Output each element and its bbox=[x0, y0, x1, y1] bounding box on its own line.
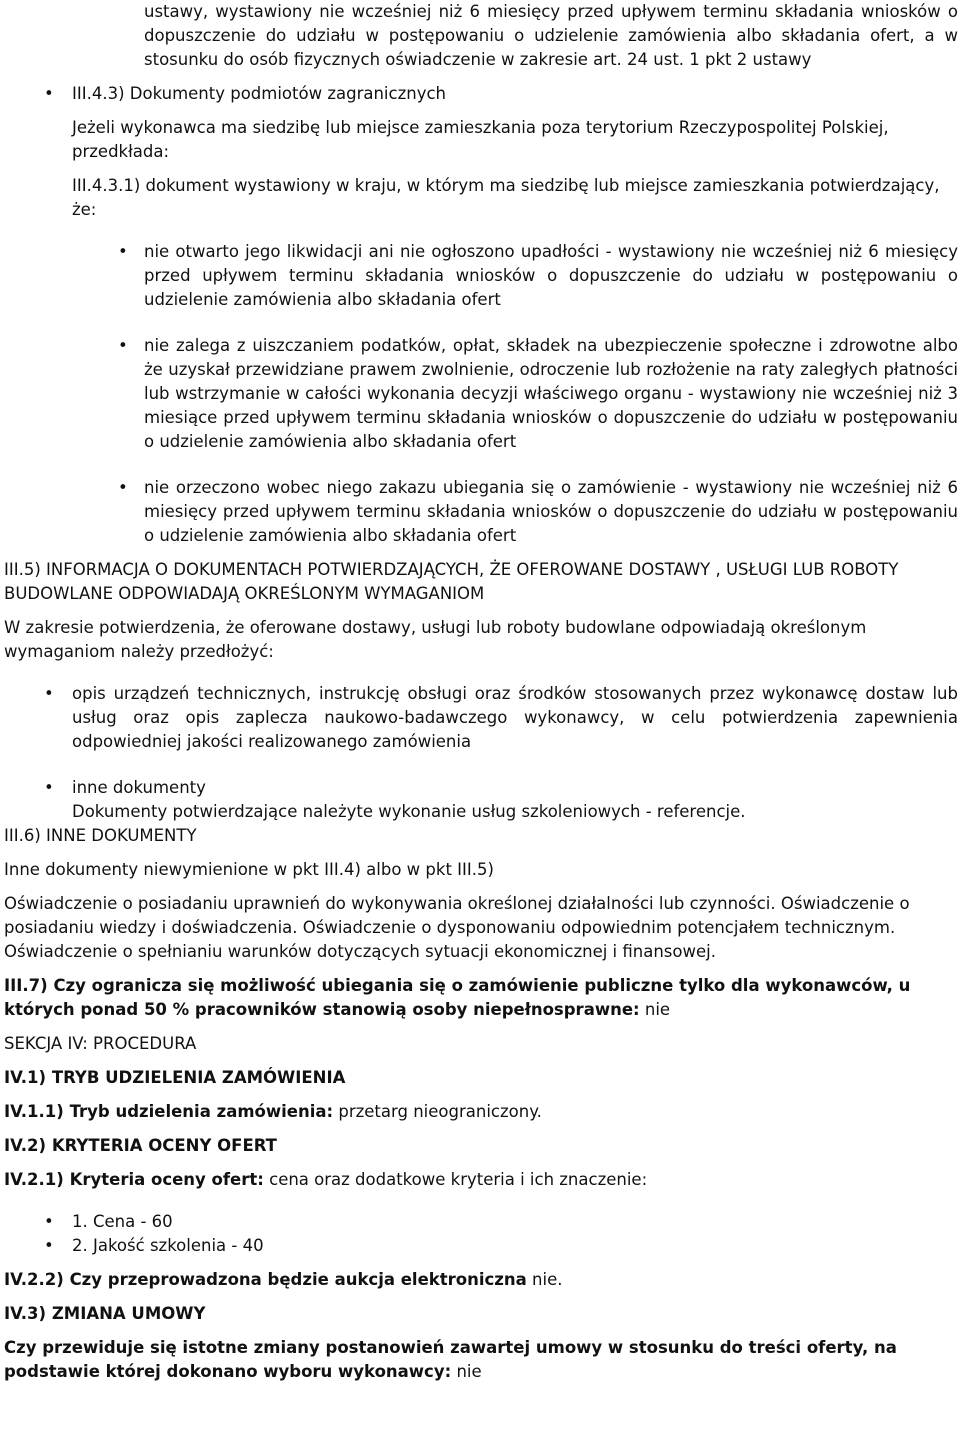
iv-3-heading: IV.3) ZMIANA UMOWY bbox=[4, 1304, 206, 1323]
requirements-item-2: • inne dokumenty Dokumenty potwierdzające należyte wykonanie usług szkoleniowych - referencje. bbox=[44, 778, 746, 821]
bullet-icon: • bbox=[44, 84, 54, 103]
bullet-icon: • bbox=[44, 778, 54, 797]
iv-1-heading: IV.1) TRYB UDZIELENIA ZAMÓWIENIA bbox=[4, 1068, 346, 1087]
iv-2-heading: IV.2) KRYTERIA OCENY OFERT bbox=[4, 1136, 277, 1155]
requirements-item-1: • opis urządzeń technicznych, instrukcję obsługi oraz środków stosowanych przez wykonawcę dostaw lub usług oraz opis zaplecza naukowo-badawczego wykonawcy, w celu potwierdzenia zapewnienia odpowiedniej jakości realizowanego zamówienia bbox=[44, 684, 958, 751]
section-heading-344: • III.4.3) Dokumenty podmiotów zagranicznych bbox=[4, 82, 958, 106]
statements-paragraph: Oświadczenie o posiadaniu uprawnień do wykonywania określonej działalności lub czynności. Oświadczenie o posiadaniu wiedzy i doświadczenia. Oświadczenie o dysponowaniu odpowiednim potencjałem technicznym. Oświadczenie o spełnianiu warunków dotyczących sytuacji ekonomicznej i finansowej. bbox=[4, 894, 910, 961]
bullet-icon: • bbox=[44, 684, 54, 703]
iv-2-1-line: IV.2.1) Kryteria oceny ofert: cena oraz dodatkowe kryteria i ich znaczenie: bbox=[4, 1170, 648, 1189]
continuation-paragraph: ustawy, wystawiony nie wcześniej niż 6 miesięcy przed upływem terminu składania wniosków o dopuszczenie do udziału w postępowaniu o udzielenie zamówienia albo składania ofert, a w stosunku do osób fizycznych oświadczenie w zakresie art. 24 ust. 1 pkt 2 ustawy bbox=[144, 2, 958, 69]
bullet-icon: • bbox=[118, 478, 128, 497]
requirements-intro: W zakresie potwierdzenia, że oferowane dostawy, usługi lub roboty budowlane odpowiadają określonym wymaganiom należy przedłożyć: bbox=[4, 618, 867, 661]
disabled-employees-question: III.7) Czy ogranicza się możliwość ubiegania się o zamówienie publiczne tylko dla wykonawców, u których ponad 50 % pracowników stanowią osoby niepełnosprawne: nie bbox=[4, 976, 911, 1019]
contract-change-question: Czy przewiduje się istotne zmiany postanowień zawartej umowy w stosunku do treści oferty, na podstawie której dokonano wyboru wykonawcy: nie bbox=[4, 1338, 897, 1381]
other-docs-line: Inne dokumenty niewymienione w pkt III.4) albo w pkt III.5) bbox=[4, 860, 494, 879]
section-heading-36: III.6) INNE DOKUMENTY bbox=[4, 826, 197, 845]
foreign-item-1: • nie otwarto jego likwidacji ani nie ogłoszono upadłości - wystawiony nie wcześniej niż 6 miesięcy przed upływem terminu składania wniosków o dopuszczenie do udziału w postępowaniu o udzielenie zamówienia albo składania ofert bbox=[118, 242, 958, 309]
section-iv-title: SEKCJA IV: PROCEDURA bbox=[4, 1034, 197, 1053]
iv-1-1-line: IV.1.1) Tryb udzielenia zamówienia: przetarg nieograniczony. bbox=[4, 1102, 542, 1121]
foreign-subheading: III.4.3.1) dokument wystawiony w kraju, w którym ma siedzibę lub miejsce zamieszkania potwierdzający, że: bbox=[72, 176, 940, 219]
criteria-item-1: • 1. Cena - 60 bbox=[4, 1210, 958, 1234]
foreign-item-3: • nie orzeczono wobec niego zakazu ubiegania się o zamówienie - wystawiony nie wcześniej niż 6 miesięcy przed upływem terminu składania wniosków o dopuszczenie do udziału w postępowaniu o udzielenie zamówienia albo składania ofert bbox=[118, 478, 958, 545]
bullet-icon: • bbox=[44, 1236, 54, 1255]
bullet-icon: • bbox=[118, 336, 128, 355]
foreign-item-2: • nie zalega z uiszczaniem podatków, opłat, składek na ubezpieczenie społeczne i zdrowotne albo że uzyskał przewidziane prawem zwolnienie, odroczenie lub rozłożenie na raty zaległych płatności lub wstrzymanie w całości wykonania decyzji właściwego organu - wystawiony nie wcześniej niż 3 miesiące przed upływem terminu składania wniosków o dopuszczenie do udziału w postępowaniu o udzielenie zamówienia albo składania ofert bbox=[118, 336, 958, 451]
criteria-item-2: • 2. Jakość szkolenia - 40 bbox=[4, 1234, 958, 1258]
section-heading-35: III.5) INFORMACJA O DOKUMENTACH POTWIERDZAJĄCYCH, ŻE OFEROWANE DOSTAWY , USŁUGI LUB ROBOTY BUDOWLANE ODPOWIADAJĄ OKREŚLONYM WYMAGANIOM bbox=[4, 560, 899, 603]
bullet-icon: • bbox=[118, 242, 128, 261]
bullet-icon: • bbox=[44, 1212, 54, 1231]
iv-2-2-line: IV.2.2) Czy przeprowadzona będzie aukcja elektroniczna nie. bbox=[4, 1270, 563, 1289]
foreign-intro: Jeżeli wykonawca ma siedzibę lub miejsce zamieszkania poza terytorium Rzeczypospolitej Polskiej, przedkłada: bbox=[72, 118, 889, 161]
